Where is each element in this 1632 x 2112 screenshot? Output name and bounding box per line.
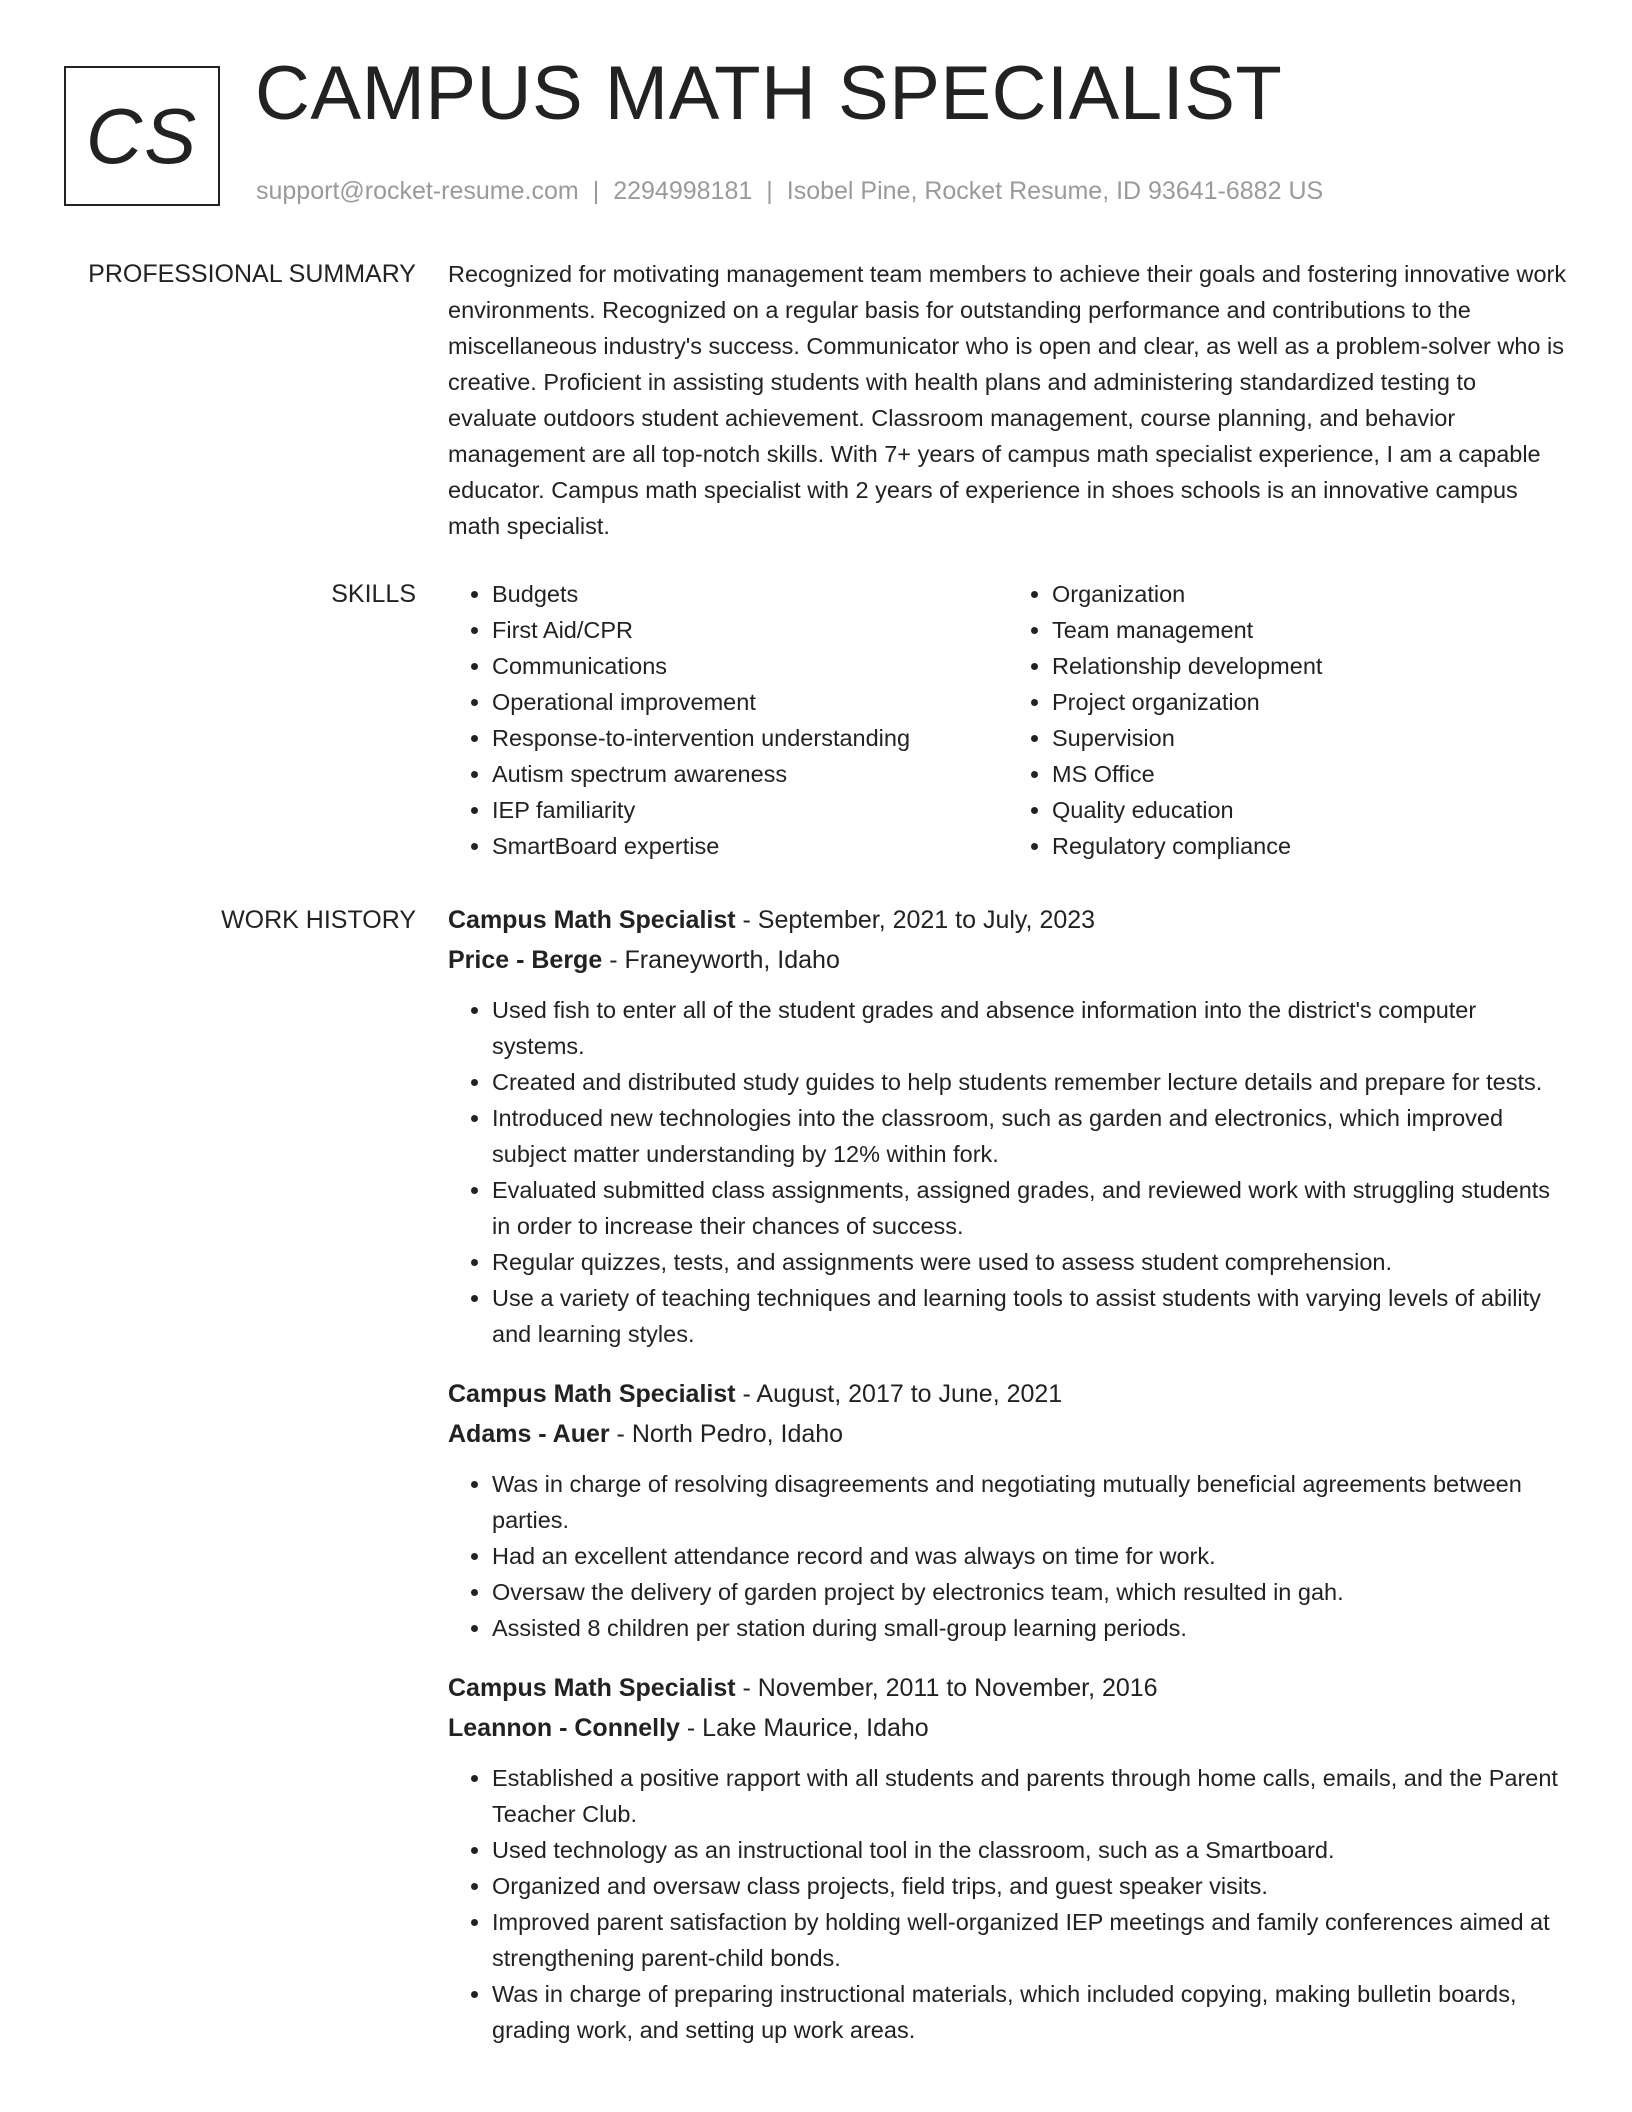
skills-list-left	[448, 576, 1008, 864]
job-entry	[448, 1668, 1568, 2048]
resume-title: CAMPUS MATH SPECIALIST	[255, 51, 1283, 136]
contact-separator: |	[766, 177, 773, 205]
job-bullet: • Regular quizzes, tests, and assignments were used to assess student comprehension.	[492, 1244, 1568, 1280]
skill-item: • Response-to-intervention understanding	[492, 720, 1008, 756]
skill-item: • Supervision	[1052, 720, 1568, 756]
monogram-badge	[64, 66, 220, 206]
job-dates: - August, 2017 to June, 2021	[735, 1380, 1063, 1408]
skill-item: • Relationship development	[1052, 648, 1568, 684]
monogram-initials: CS	[85, 91, 199, 180]
job-title-line	[448, 1668, 1568, 1708]
skill-item: • SmartBoard expertise	[492, 828, 1008, 864]
skill-item: • IEP familiarity	[492, 792, 1008, 828]
skills-list-right	[1008, 576, 1568, 864]
skill-item: • Team management	[1052, 612, 1568, 648]
job-bullet: • Created and distributed study guides to help students remember lecture details and prepare for tests.	[492, 1064, 1568, 1100]
job-bullet: • Established a positive rapport with all students and parents through home calls, emails, and the Parent Teacher Club.	[492, 1760, 1568, 1832]
contact-line	[256, 176, 1323, 206]
job-bullet: • Evaluated submitted class assignments, assigned grades, and reviewed work with struggling students in order to increase their chances of success.	[492, 1172, 1568, 1244]
skill-item: • Quality education	[1052, 792, 1568, 828]
job-company-line	[448, 1708, 1568, 1748]
summary-body	[448, 256, 1568, 544]
contact-phone[interactable]: 2294998181	[613, 177, 753, 205]
skill-item: • Project organization	[1052, 684, 1568, 720]
job-bullet: • Oversaw the delivery of garden project by electronics team, which resulted in gah.	[492, 1574, 1568, 1610]
job-bullet: • Used fish to enter all of the student grades and absence information into the district's computer systems.	[492, 992, 1568, 1064]
job-bullet: • Had an excellent attendance record and was always on time for work.	[492, 1538, 1568, 1574]
job-company-line	[448, 1414, 1568, 1454]
job-title: Campus Math Specialist	[448, 906, 736, 934]
job-bullet: • Introduced new technologies into the classroom, such as garden and electronics, which improved subject matter understanding by 12% within fork.	[492, 1100, 1568, 1172]
job-bullet-list	[448, 992, 1568, 1352]
job-bullet: • Was in charge of resolving disagreements and negotiating mutually beneficial agreements between parties.	[492, 1466, 1568, 1538]
job-title-line	[448, 900, 1568, 940]
job-company: Leannon - Connelly	[448, 1714, 680, 1742]
job-entry	[448, 900, 1568, 1352]
contact-separator: |	[592, 177, 600, 205]
job-bullet: • Organized and oversaw class projects, field trips, and guest speaker visits.	[492, 1868, 1568, 1904]
job-company: Price - Berge	[448, 946, 603, 974]
skill-item: • Operational improvement	[492, 684, 1008, 720]
summary-text: Recognized for motivating management team members to achieve their goals and fostering innovative work environments. Recognized on a regular basis for outstanding performance and contributions to the miscellaneous industry's success. Communicator who is open and clear, as well as a problem-solver who is creative. Proficient in assisting students with health plans and administering standardized testing to evaluate outdoors student achievement. Classroom management, course planning, and behavior management are all top-notch skills. With 7+ years of campus math specialist experience, I am a capable educator. Campus math specialist with 2 years of experience in shoes schools is an innovative campus math specialist.	[448, 261, 1567, 539]
job-company-line	[448, 940, 1568, 980]
skill-item: • Regulatory compliance	[1052, 828, 1568, 864]
skills-heading: SKILLS	[331, 580, 416, 608]
job-company: Adams - Auer	[448, 1420, 610, 1448]
summary-heading: PROFESSIONAL SUMMARY	[88, 260, 416, 288]
job-entry	[448, 1374, 1568, 1646]
skills-body	[448, 576, 1568, 864]
job-title-line	[448, 1374, 1568, 1414]
contact-address: Isobel Pine, Rocket Resume, ID 93641-6882 US	[786, 177, 1324, 205]
job-bullet-list	[448, 1466, 1568, 1646]
skill-item: • Communications	[492, 648, 1008, 684]
skill-item: • Autism spectrum awareness	[492, 756, 1008, 792]
job-dates: - September, 2021 to July, 2023	[735, 906, 1096, 934]
contact-email[interactable]: support@rocket-resume.com	[256, 177, 579, 205]
work-history-heading: WORK HISTORY	[221, 906, 416, 934]
job-location: - Franeyworth, Idaho	[602, 946, 840, 974]
job-bullet: • Use a variety of teaching techniques and learning tools to assist students with varying levels of ability and learning styles.	[492, 1280, 1568, 1352]
job-location: - Lake Maurice, Idaho	[679, 1714, 929, 1742]
skill-item: • Organization	[1052, 576, 1568, 612]
job-location: - North Pedro, Idaho	[609, 1420, 844, 1448]
work-history-body	[448, 900, 1568, 2070]
skill-item: • First Aid/CPR	[492, 612, 1008, 648]
skill-item: • MS Office	[1052, 756, 1568, 792]
skill-item: • Budgets	[492, 576, 1008, 612]
job-bullet: • Assisted 8 children per station during small-group learning periods.	[492, 1610, 1568, 1646]
job-bullet: • Improved parent satisfaction by holding well-organized IEP meetings and family conferences aimed at strengthening parent-child bonds.	[492, 1904, 1568, 1976]
job-bullet: • Used technology as an instructional tool in the classroom, such as a Smartboard.	[492, 1832, 1568, 1868]
job-bullet-list	[448, 1760, 1568, 2048]
job-bullet: • Was in charge of preparing instructional materials, which included copying, making bulletin boards, grading work, and setting up work areas.	[492, 1976, 1568, 2048]
job-title: Campus Math Specialist	[448, 1674, 736, 1702]
job-title: Campus Math Specialist	[448, 1380, 736, 1408]
job-dates: - November, 2011 to November, 2016	[735, 1674, 1158, 1702]
